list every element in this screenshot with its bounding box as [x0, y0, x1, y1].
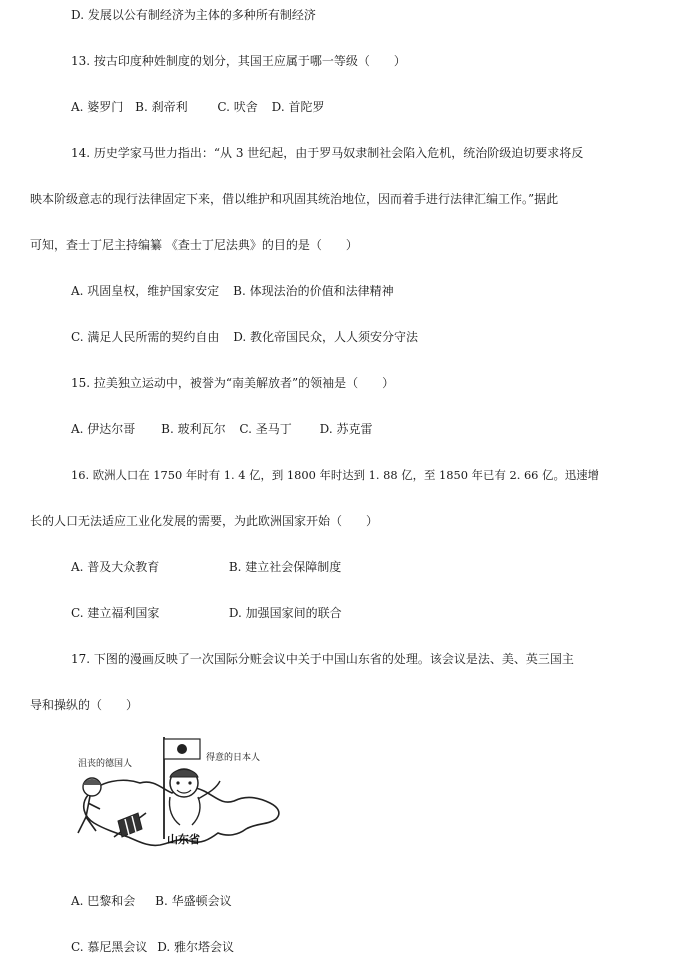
caption-shandong: 山东省: [167, 833, 200, 846]
q13-option-d[interactable]: D. 首陀罗: [271, 100, 325, 114]
q16-option-c[interactable]: C. 建立福利国家: [71, 606, 160, 620]
q17-option-b[interactable]: B. 华盛顿会议: [155, 894, 232, 908]
q14-stem-line2: 映本阶级意志的现行法律固定下来，借以维护和巩固其统治地位，因而着手进行法律汇编工作。”据此: [30, 192, 559, 206]
q16-options-cd: [71, 605, 342, 621]
q17-stem-line1: 17. 下图的漫画反映了一次国际分赃会议中关于中国山东省的处理。该会议是法、美、英三国主: [71, 652, 574, 666]
q16-stem-line2: 长的人口无法适应工业化发展的需要，为此欧洲国家开始（ ）: [30, 514, 379, 528]
q15-option-d[interactable]: D. 苏克雷: [319, 422, 373, 436]
q14-option-b[interactable]: B. 体现法治的价值和法律精神: [233, 284, 394, 298]
q15-option-b[interactable]: B. 玻利瓦尔: [161, 422, 226, 436]
q16-option-b[interactable]: B. 建立社会保障制度: [228, 560, 342, 574]
q16-options-ab: [71, 559, 341, 575]
q17-option-d[interactable]: D. 雅尔塔会议: [157, 940, 235, 954]
q14-option-d[interactable]: D. 教化帝国民众，人人须安分守法: [233, 330, 419, 344]
q14-options-ab: [71, 283, 394, 299]
q17-option-a[interactable]: A. 巴黎和会: [71, 894, 136, 908]
q17-options-ab: [71, 893, 232, 909]
q16-option-a[interactable]: A. 普及大众教育: [71, 560, 160, 574]
q14-option-c[interactable]: C. 满足人民所需的契约自由: [71, 330, 220, 344]
german-flag: [118, 813, 142, 837]
q17-option-c[interactable]: C. 慕尼黑会议: [71, 940, 148, 954]
q15-options: [71, 421, 372, 437]
q13-option-b[interactable]: B. 刹帝利: [135, 100, 188, 114]
q15-stem: 15. 拉美独立运动中，被誉为“南美解放者”的领袖是（ ）: [71, 376, 395, 390]
q13-option-a[interactable]: A. 婆罗门: [71, 100, 124, 114]
q15-option-c[interactable]: C. 圣马丁: [239, 422, 292, 436]
q13-option-c[interactable]: C. 吠舍: [217, 100, 258, 114]
japan-flag-sun: [177, 744, 187, 754]
q12-option-d: D. 发展以公有制经济为主体的多种所有制经济: [71, 8, 316, 22]
q14-stem-line3: 可知，查士丁尼主持编纂 《查士丁尼法典》的目的是（ ）: [30, 238, 358, 252]
q14-options-cd: [71, 329, 418, 345]
q13-stem: 13. 按古印度种姓制度的划分，其国王应属于哪一等级（ ）: [71, 54, 406, 68]
q17-options-cd: [71, 939, 234, 955]
q15-option-a[interactable]: A. 伊达尔哥: [71, 422, 136, 436]
q14-option-a[interactable]: A. 巩固皇权，维护国家安定: [71, 284, 220, 298]
caption-japanese: 得意的日本人: [206, 753, 261, 763]
q16-option-d[interactable]: D. 加强国家间的联合: [228, 606, 342, 620]
caption-german: 沮丧的德国人: [78, 759, 133, 769]
q16-stem-line1: 16. 欧洲人口在 1750 年时有 1. 4 亿，到 1800 年时达到 1. 88 亿，至 1850 年已有 2. 66 亿。迅速增: [71, 468, 600, 482]
q17-stem-line2: 导和操纵的（ ）: [30, 698, 139, 712]
shandong-cartoon: [70, 733, 288, 868]
q14-stem-line1: 14. 历史学家马世力指出：“从 3 世纪起，由于罗马奴隶制社会陷入危机，统治阶级迫切要求将反: [71, 146, 584, 160]
q13-options: [71, 99, 324, 115]
